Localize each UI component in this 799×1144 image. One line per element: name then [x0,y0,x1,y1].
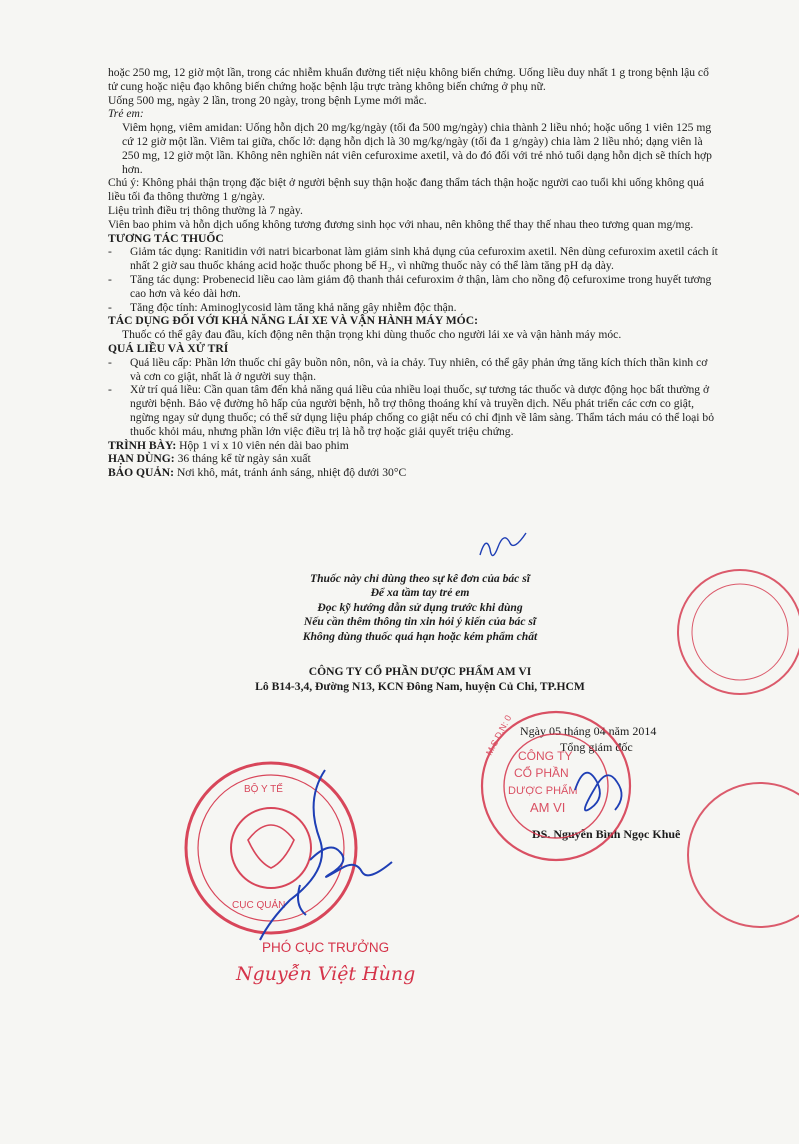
signer-name: DS. Nguyễn Bình Ngọc Khuê [532,827,681,841]
initials-mark [480,533,526,556]
dosage-adult-paragraph: hoặc 250 mg, 12 giờ một lần, trong các nhiễm khuẩn đường tiết niệu không biến chứng. Uống liều duy nhất 1 g trong bệnh lậu cổ tử cung hoặc niệu đạo không biến chứng hoặc bệnh lậu trực tràng không biến chứng ở phụ nữ. [108,66,709,93]
overdose-heading: QUÁ LIỀU VÀ XỬ TRÍ [108,341,229,355]
approval-title: PHÓ CỤC TRƯỞNG [262,940,390,955]
storage-value: Nơi khô, mát, tránh ánh sáng, nhiệt độ dưới 30°C [176,466,407,480]
edge-stamp [678,570,799,927]
company-stamp-line: CỔ PHẦN [514,766,569,780]
children-subheading: Trẻ em: [108,107,144,121]
storage-label: BẢO QUẢN: [108,466,175,480]
expiry-value: 36 tháng kể từ ngày sản xuất [177,452,311,466]
warning-note: Nếu cần thêm thông tin xin hỏi ý kiến của bác sĩ [303,615,537,629]
interactions-heading: TƯƠNG TÁC THUỐC [108,231,224,245]
packaging-value: Hộp 1 vỉ x 10 viên nén dài bao phim [179,438,349,452]
interaction-item: - Tăng độc tính: Aminoglycosid làm tăng khả năng gây nhiễm độc thận. [108,301,720,315]
approval-name: Nguyễn Việt Hùng [236,963,416,985]
overdose-item: - Xử trí quá liều: Cần quan tâm đến khả năng quá liều của nhiều loại thuốc, sự tương tác thuốc và dược động học bất thường ở người bệnh. Bảo vệ đường hô hấp của người bệnh, hỗ trợ thông thoáng khí và truyền dịch. Nếu phát triển các cơn co giật, ngừng ngay sử dụng thuốc; có thể sử dụng liệu pháp chống co giật nếu có chỉ định về lâm sàng. Thẩm tách máu có thể loại bỏ thuốc khỏi máu, nhưng phần lớn việc điều trị là hỗ trợ hoặc giải quyết triệu chứng. [108,383,720,438]
caution-paragraph: Chú ý: Không phải thận trọng đặc biệt ở người bệnh suy thận hoặc đang thẩm tách thận hoặc người cao tuổi khi uống không quá liều tối đa thông thường 1 g/ngày. [108,176,705,204]
company-name: CÔNG TY CỔ PHẦN DƯỢC PHẨM AM VI [308,665,532,678]
dosage-lyme-paragraph: Uống 500 mg, ngày 2 lần, trong 20 ngày, trong bệnh Lyme mới mắc. [108,93,427,107]
warning-note: Để xa tầm tay trẻ em [370,586,470,600]
packaging-label: TRÌNH BÀY: [108,438,177,452]
company-stamp-line: DƯỢC PHẨM [508,785,578,797]
company-stamp [482,712,630,860]
interaction-item: - Tăng tác dụng: Probenecid liều cao làm giảm độ thanh thải cefuroxim ở thận, làm cho nồng độ cefuroxime trong huyết tương cao hơn và kéo dài hơn. [108,273,720,301]
director-signature [575,773,622,811]
warning-note: Đọc kỹ hướng dẫn sử dụng trước khi dùng [317,600,523,614]
ministry-stamp-inner: CỤC QUẢN [232,900,286,911]
interaction-item: - Giảm tác dụng: Ranitidin với natri bicarbonat làm giảm sinh khả dụng của cefuroxim axetil. Nên dùng cefuroxim axetil cách ít nhất 2 giờ sau thuốc kháng acid hoặc thuốc phong bế H₂, vì những thuốc này có thể làm tăng pH dạ dày. [108,245,720,273]
company-stamp-line: AM VI [530,800,566,815]
signature-title: Tổng giám đốc [560,740,633,754]
company-address: Lô B14-3,4, Đường N13, KCN Đông Nam, huyện Củ Chi, TP.HCM [255,680,585,693]
dosage-children-paragraph: Viêm họng, viêm amidan: Uống hỗn dịch 20 mg/kg/ngày (tối đa 500 mg/ngày) chia thành 2 liều nhỏ; hoặc uống 1 viên 125 mg cứ 12 giờ một lần. Viêm tai giữa, chốc lở: dạng hỗn dịch là 30 mg/kg/ngày (tối đa 1 g/ngày) chia làm 2 liều nhỏ; dạng viên là 250 mg, 12 giờ một lần. Không nên nghiền nát viên cefuroxime axetil, và do đó đối với trẻ nhỏ tuổi dạng hỗn dịch sẽ thích hợp hơn. [122,121,712,176]
company-stamp-ring: M.S.D.N: 0 [483,713,514,757]
company-stamp-line: CÔNG TY [518,749,573,763]
overdose-item: - Quá liều cấp: Phần lớn thuốc chỉ gây buồn nôn, nôn, và ỉa chảy. Tuy nhiên, có thể gây phản ứng tăng kích thích thần kinh cơ và cơn co giật, nhất là ở người suy thận. [108,356,720,384]
driving-text: Thuốc có thể gây đau đầu, kích động nên thận trọng khi dùng thuốc cho người lái xe và vận hành máy móc. [122,328,622,342]
driving-heading: TÁC DỤNG ĐỐI VỚI KHẢ NĂNG LÁI XE VÀ VẬN HÀNH MÁY MÓC: [108,314,478,328]
bioequivalence-note: Viên bao phim và hỗn dịch uống không tương đương sinh học với nhau, nên không thể thay thế nhau theo tương quan mg/mg. [108,217,694,231]
warning-note: Thuốc này chỉ dùng theo sự kê đơn của bác sĩ [310,572,530,585]
treatment-duration: Liệu trình điều trị thông thường là 7 ngày. [108,203,303,217]
signature-date: Ngày 05 tháng 04 năm 2014 [520,724,657,738]
warning-note: Không dùng thuốc quá hạn hoặc kém phẩm chất [302,629,538,643]
ministry-stamp-ring: BỘ Y TẾ [244,784,283,795]
expiry-label: HẠN DÙNG: [108,452,175,466]
